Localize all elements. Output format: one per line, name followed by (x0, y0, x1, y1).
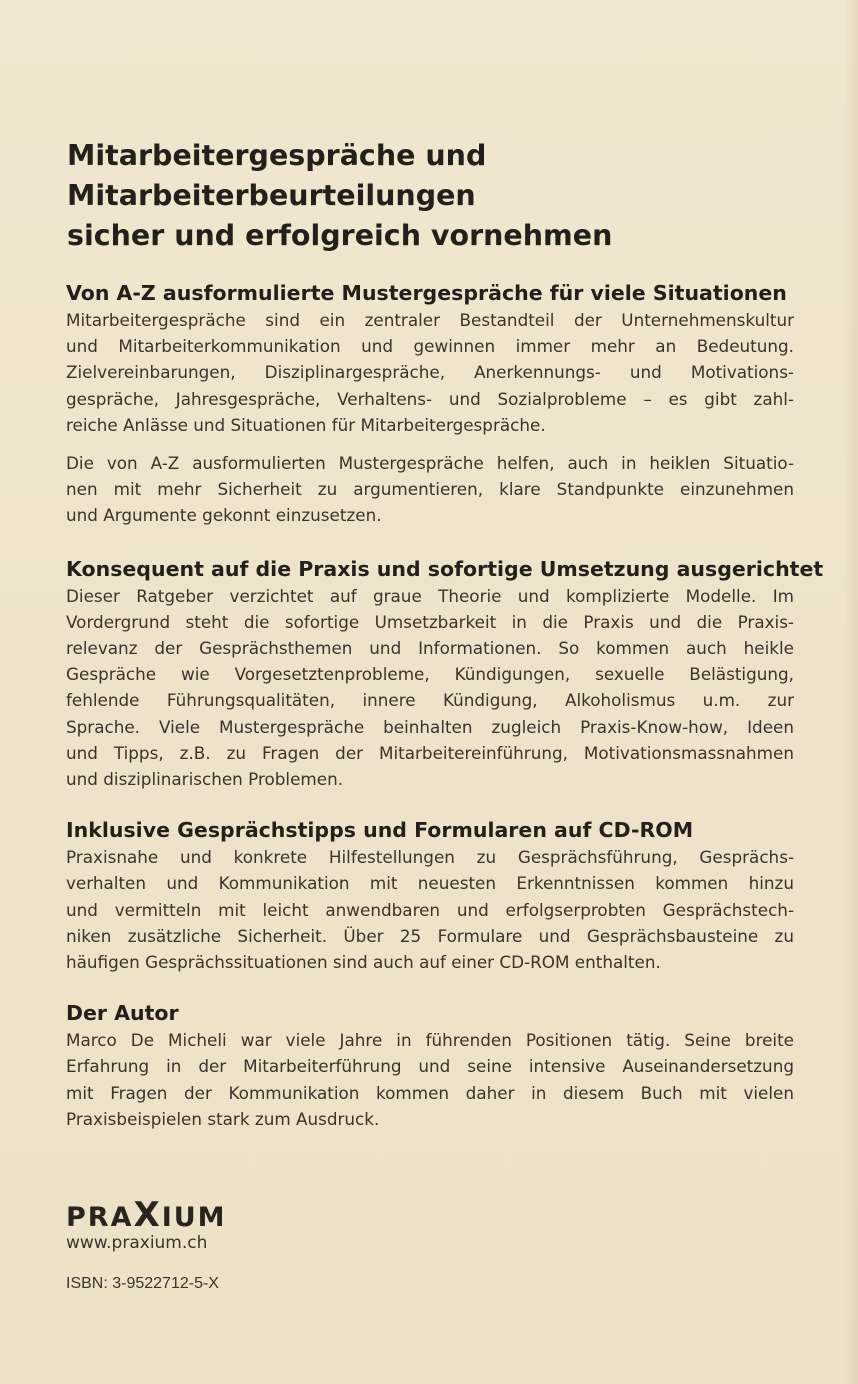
text-line: Mitarbeitergespräche sind ein zentraler Bestandteil der Unternehmenskultur (66, 310, 794, 330)
section-title: Inklusive Gesprächstipps und Formularen auf CD-ROM (66, 818, 694, 843)
section-paragraph (66, 583, 794, 793)
text-line: Praxisnahe und konkrete Hilfestellungen zu Gesprächsführung, Gesprächs- (66, 847, 794, 868)
headline-line-1: Mitarbeitergespräche und (67, 139, 487, 172)
text-line: Sprache. Viele Mustergespräche beinhalten zugleich Praxis-Know-how, Ideen (66, 716, 794, 737)
isbn-number: ISBN: 3-9522712-5-X (66, 1275, 219, 1292)
text-line: Zielvereinbarungen, Disziplinargespräche, Anerkennungs- und Motivations- (66, 362, 794, 383)
text-line: niken zusätzliche Sicherheit. Über 25 Formulare und Gesprächsbausteine zu (66, 925, 794, 946)
text-line: verhalten und Kommunikation mit neuesten Erkenntnissen kommen hinzu (66, 873, 794, 894)
section-cd-rom (66, 816, 794, 975)
publisher-logo-part: IUM (161, 1202, 227, 1233)
section-paragraph (66, 307, 794, 438)
text-line: nen mit mehr Sicherheit zu argumentieren, klare Standpunkte einzunehmen (66, 479, 794, 500)
section-title: Der Autor (66, 1001, 179, 1026)
text-line: Dieser Ratgeber verzichtet auf graue Theorie und komplizierte Modelle. Im (66, 585, 794, 606)
text-line: und vermitteln mit leicht anwendbaren und erfolgserprobten Gesprächstech- (66, 899, 794, 920)
publisher-logo (66, 1195, 227, 1235)
publisher-logo-x: X (133, 1195, 162, 1235)
headline (67, 136, 807, 256)
text-line: gespräche, Jahresgespräche, Verhaltens- und Sozialprobleme – es gibt zahl- (66, 388, 794, 409)
publisher-website: www.praxium.ch (66, 1233, 208, 1253)
text-line: Vordergrund steht die sofortige Umsetzbarkeit in die Praxis und die Praxis- (66, 611, 794, 632)
text-line: Erfahrung in der Mitarbeiterführung und seine intensive Auseinandersetzung (66, 1056, 794, 1077)
section-paragraph (66, 1027, 794, 1132)
text-line: Die von A-Z ausformulierten Mustergespräche helfen, auch in heiklen Situatio- (66, 453, 794, 474)
text-line: häufigen Gesprächssituationen sind auch auf einer CD-ROM enthalten. (66, 952, 661, 973)
text-line: mit Fragen der Kommunikation kommen daher in diesem Buch mit vielen (66, 1082, 794, 1103)
section-praxis (66, 555, 824, 793)
section-autor (66, 999, 794, 1132)
text-line: und disziplinarischen Problemen. (66, 769, 344, 790)
section-mustergespraeche (66, 279, 794, 529)
text-line: Gespräche wie Vorgesetztenprobleme, Kündigungen, sexuelle Belästigung, (66, 664, 794, 685)
text-line: reiche Anlässe und Situationen für Mitarbeitergespräche. (66, 414, 546, 435)
blurb-content (66, 275, 824, 1132)
text-line: relevanz der Gesprächsthemen und Informationen. So kommen auch heikle (66, 638, 794, 659)
text-line: und Tipps, z.B. zu Fragen der Mitarbeitereinführung, Motivationsmassnahmen (66, 742, 794, 763)
text-line: fehlende Führungsqualitäten, innere Kündigung, Alkoholismus u.m. zur (66, 690, 794, 711)
text-line: und Argumente gekonnt einzusetzen. (66, 505, 382, 526)
section-title: Konsequent auf die Praxis und sofortige Umsetzung ausgerichtet (66, 556, 824, 581)
text-line: Praxisbeispielen stark zum Ausdruck. (66, 1108, 380, 1129)
section-paragraph (66, 844, 794, 975)
headline-line-3: sicher und erfolgreich vornehmen (67, 219, 613, 252)
spine-shadow (844, 0, 858, 1384)
section-title: Von A-Z ausformulierte Mustergespräche für viele Situationen (66, 281, 787, 305)
headline-line-2: Mitarbeiterbeurteilungen (67, 179, 476, 212)
publisher-logo-part: PRA (66, 1202, 134, 1233)
section-paragraph (66, 450, 794, 529)
text-line: und Mitarbeiterkommunikation und gewinnen immer mehr an Bedeutung. (66, 336, 794, 357)
text-line: Marco De Micheli war viele Jahre in führenden Positionen tätig. Seine breite (66, 1030, 794, 1051)
